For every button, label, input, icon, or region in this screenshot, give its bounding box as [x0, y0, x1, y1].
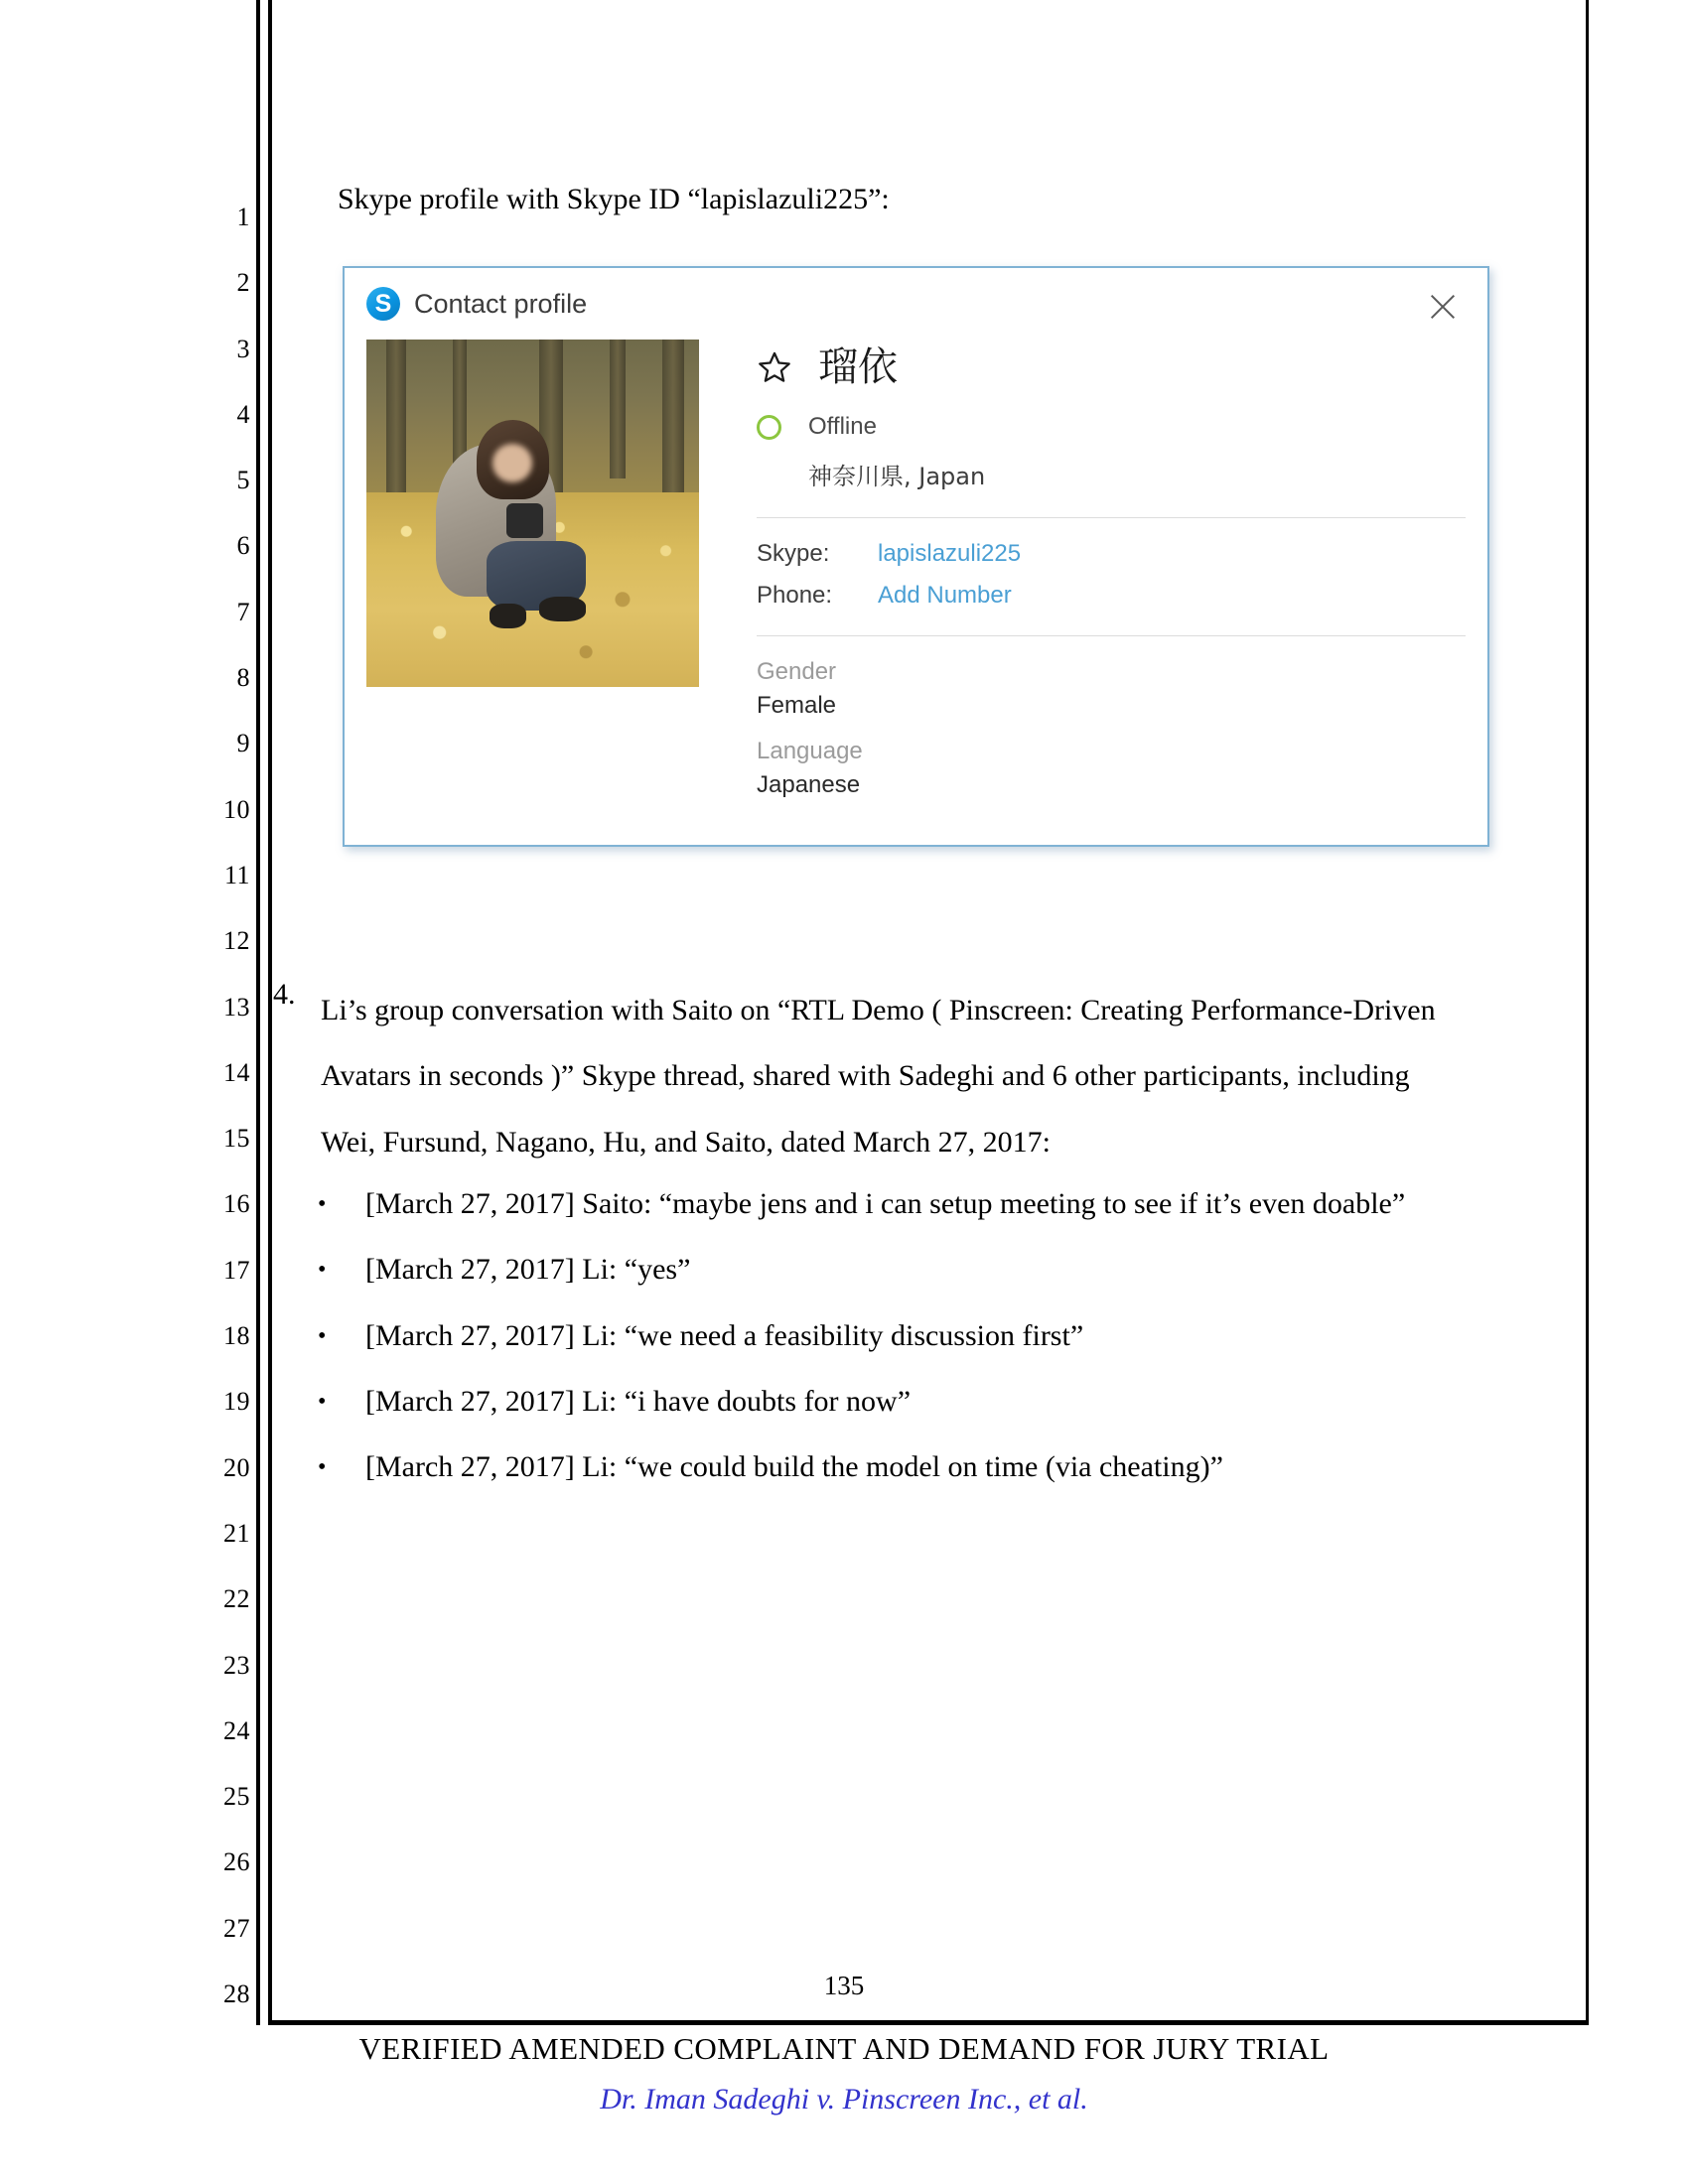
line-number: 21: [223, 1518, 250, 1548]
line-number: 26: [223, 1847, 250, 1877]
line-number: 28: [223, 1979, 250, 2009]
field-row-phone: [757, 582, 1466, 610]
lead-line: Skype profile with Skype ID “lapislazuli225”:: [338, 183, 890, 215]
line-number: 12: [223, 926, 250, 956]
numbered-paragraph-4: [273, 978, 1584, 1175]
contact-name-row: [757, 344, 1466, 390]
line-number: 5: [236, 466, 250, 495]
avatar: [366, 340, 699, 687]
page-number: 135: [823, 1971, 865, 2000]
line-number: 2: [236, 268, 250, 298]
field-label-phone: Phone:: [757, 582, 833, 609]
paragraph-text: [321, 978, 1584, 1175]
line-number: 8: [236, 663, 250, 693]
list-item-text: [March 27, 2017] Li: “we need a feasibility discussion first”: [365, 1318, 1084, 1352]
footer-document-title: VERIFIED AMENDED COMPLAINT AND DEMAND FOR JURY TRIAL: [358, 2031, 1330, 2066]
line-number: 14: [223, 1057, 250, 1087]
message-bullet-list: [318, 1171, 1589, 1500]
field-label-skype: Skype:: [757, 540, 830, 567]
line-number: 15: [223, 1124, 250, 1154]
list-item: [318, 1434, 1589, 1500]
presence-status-row: [757, 413, 1466, 441]
list-item: [318, 1237, 1589, 1302]
bullet-icon: •: [318, 1191, 327, 1217]
line-number: 20: [223, 1452, 250, 1482]
skype-contact-profile-dialog: [343, 266, 1489, 847]
line-number: 22: [223, 1584, 250, 1614]
right-margin-rule: [1586, 0, 1589, 2025]
line-number: 7: [236, 597, 250, 626]
body-content: [298, 179, 1579, 220]
meta-label-language: Language: [757, 738, 863, 764]
list-item-text: [March 27, 2017] Li: “we could build the model on time (via cheating)”: [365, 1450, 1223, 1484]
line-number: 18: [223, 1321, 250, 1351]
line-number: 3: [236, 334, 250, 363]
left-margin-rule-inner: [268, 0, 272, 2025]
contact-meta: [757, 658, 1466, 799]
line-number: 17: [223, 1255, 250, 1285]
status-label: Offline: [808, 413, 877, 440]
list-item: [318, 1171, 1589, 1237]
field-row-skype: [757, 540, 1466, 568]
list-item-text: [March 27, 2017] Saito: “maybe jens and i can setup meeting to see if it’s even doable”: [365, 1187, 1406, 1220]
paragraph-number: 4.: [273, 978, 296, 1011]
meta-value-language: Japanese: [757, 771, 861, 798]
line-number: 16: [223, 1189, 250, 1219]
line-number: 27: [223, 1913, 250, 1943]
bullet-icon: •: [318, 1454, 327, 1481]
list-item: [318, 1369, 1589, 1434]
line-number: 11: [223, 860, 250, 889]
paragraph-line: Wei, Fursund, Nagano, Hu, and Saito, dated March 27, 2017:: [321, 1125, 1051, 1159]
line-number: 19: [223, 1387, 250, 1417]
add-number-link[interactable]: Add Number: [878, 582, 1012, 609]
line-number: 24: [223, 1715, 250, 1745]
bullet-icon: •: [318, 1388, 327, 1415]
paragraph-line: Li’s group conversation with Saito on “RTL Demo ( Pinscreen: Creating Performance-Driven: [321, 994, 1436, 1026]
skype-window-title: Contact profile: [414, 288, 588, 319]
bullet-icon: •: [318, 1322, 327, 1349]
favorite-star-icon[interactable]: [757, 349, 792, 385]
skype-titlebar: [345, 268, 1487, 340]
info-divider-bottom: [757, 635, 1466, 636]
field-value-skype[interactable]: lapislazuli225: [878, 540, 1022, 567]
status-offline-icon: [757, 415, 781, 440]
line-number: 4: [236, 399, 250, 429]
skype-info-pane: [699, 340, 1466, 817]
line-number: 25: [223, 1782, 250, 1812]
contact-display-name: 瑠依: [818, 344, 898, 390]
footer-case-caption: Dr. Iman Sadeghi v. Pinscreen Inc., et al.: [600, 2083, 1088, 2116]
info-divider-top: [757, 517, 1466, 518]
contact-location: 神奈川県, Japan: [808, 463, 986, 490]
line-number-gutter: [199, 185, 250, 2027]
skype-profile-body: [345, 340, 1487, 817]
close-icon[interactable]: [1424, 288, 1462, 326]
list-item: [318, 1303, 1589, 1369]
line-number: 1: [236, 203, 250, 231]
list-item-text: [March 27, 2017] Li: “i have doubts for now”: [365, 1384, 912, 1418]
meta-label-gender: Gender: [757, 658, 837, 685]
skype-logo-icon: S: [366, 287, 400, 321]
line-number: 23: [223, 1650, 250, 1680]
contact-fields: [757, 540, 1466, 610]
paragraph-line: Avatars in seconds )” Skype thread, shared with Sadeghi and 6 other participants, including: [321, 1059, 1410, 1093]
line-number: 13: [223, 992, 250, 1022]
line-number: 10: [223, 794, 250, 824]
line-number: 6: [236, 531, 250, 561]
list-item-text: [March 27, 2017] Li: “yes”: [365, 1253, 691, 1287]
footer-divider-rule: [268, 2020, 1589, 2025]
meta-value-gender: Female: [757, 692, 837, 719]
line-number: 9: [236, 729, 250, 758]
left-margin-rule-outer: [256, 0, 260, 2025]
bullet-icon: •: [318, 1257, 327, 1284]
